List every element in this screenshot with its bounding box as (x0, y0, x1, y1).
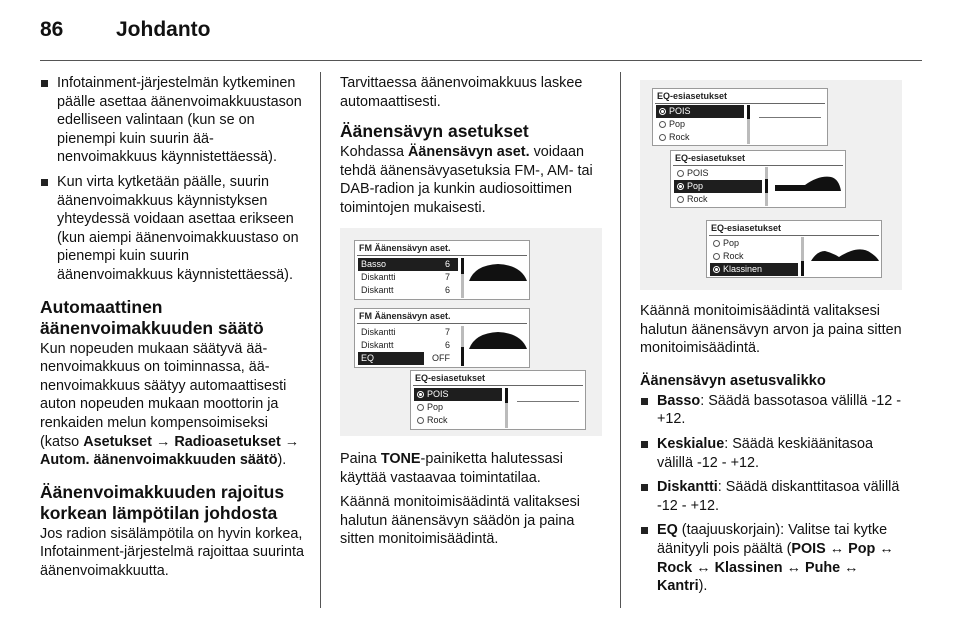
column-1 (40, 74, 306, 586)
section-title: Johdanto (116, 18, 211, 41)
auto-volume-paragraph: Kun nopeuden mukaan säätyvä äänenvoimakkuus on toiminnassa, äänenvoimakkuus säätyy automaattisesti auton nopeuden mukaan moottorin ja renkaiden melun kompensoimiseksi (katso Asetukset → Radioasetukset → Autom. äänenvoimakkuuden säätö). (40, 340, 300, 469)
turn-knob-paragraph: Käännä monitoimisäädintä valitaksesi halutun äänensävyn säädön ja paina sitten monitoimisäädintä. (340, 494, 580, 548)
column-3 (640, 302, 910, 602)
radio-icon (417, 404, 424, 411)
tone-settings-figure (340, 228, 602, 436)
page-header (40, 18, 211, 48)
eq-flat-line (517, 401, 579, 402)
eq-curve-graphic (811, 243, 879, 265)
screen-title: EQ-esiasetukset (711, 223, 782, 233)
column-2-lower (340, 450, 606, 555)
menu-row: Diskantt 6 (361, 340, 450, 350)
eq-presets-figure (640, 80, 902, 290)
menu-row-selected: POIS (656, 105, 744, 118)
radio-icon (417, 417, 424, 424)
temperature-limit-paragraph: Jos radion sisälämpötila on hyvin korkea, Infotainment-järjestelmä rajoittaa suurinta äänenvoimakkuutta. (40, 525, 304, 579)
menu-row-selected: Klassinen (710, 263, 798, 276)
turn-knob-value-paragraph: Käännä monitoimisäädintä valitaksesi halutun äänensävyn arvon ja paina sitten monitoimisäädintä. (640, 303, 902, 357)
eq-presets-screen (410, 370, 586, 430)
menu-row: Rock (710, 250, 798, 263)
menu-row: Rock (414, 414, 502, 427)
menu-row: Pop (414, 401, 502, 414)
heading-tone-settings: Äänensävyn asetukset (340, 121, 529, 142)
eq-screen-2 (670, 150, 846, 208)
auto-lower-paragraph: Tarvittaessa äänenvoimakkuus laskee automaattisesti. (340, 75, 583, 110)
bullet-item: Keskialue: Säädä keskiäänitasoa välillä -12 - +12. (640, 435, 910, 472)
menu-row: Pop (656, 118, 744, 131)
bullet-item: Infotainment-järjestelmän kytkeminen päälle asettaa äänenvoimakkuustason edelliseen valintaan (kun se on pienempi kuin suurin äänenvoimakkuus käynnistettäessä). (40, 74, 306, 167)
column-divider-2 (620, 72, 621, 608)
menu-row: Diskantti 7 (361, 327, 450, 337)
screen-title: FM Äänensävyn aset. (359, 311, 451, 321)
eq-screen-3 (706, 220, 882, 278)
menu-row-selected: POIS (414, 388, 502, 401)
menu-row: Rock (674, 193, 762, 206)
bullet-item: Diskantti: Säädä diskanttitasoa välillä -12 - +12. (640, 478, 910, 515)
page-number: 86 (40, 18, 64, 41)
menu-row-selected: Basso 6 (358, 258, 458, 271)
eq-screen-1 (652, 88, 828, 146)
screen-title: EQ-esiasetukset (675, 153, 746, 163)
heading-auto-volume: Automaattinen äänenvoimakkuuden säätö (40, 296, 264, 338)
heading-temperature-limit: Äänenvoimakkuuden rajoitus korkean lämpötilan johdosta (40, 481, 285, 523)
menu-row: Pop (710, 237, 798, 250)
menu-row: Diskantt 6 (361, 285, 450, 295)
menu-row: Diskantti 7 (361, 272, 450, 282)
tone-settings-paragraph: Kohdassa Äänensävyn aset. voidaan tehdä äänensävyasetuksia FM-, AM- tai DAB-radion ja kunkin audiosoittimen toimintojen mukaisesti. (340, 144, 593, 216)
column-divider-1 (320, 72, 321, 608)
screen-title: EQ-esiasetukset (415, 373, 486, 383)
fm-tone-screen-2 (354, 308, 530, 368)
menu-row-selected: Pop (674, 180, 762, 193)
eq-curve-graphic (469, 329, 527, 351)
screen-title: EQ-esiasetukset (657, 91, 728, 101)
header-rule (40, 60, 922, 61)
menu-row: Rock (656, 131, 744, 144)
tone-button-paragraph: Paina TONE-painiketta halutessasi käyttää vastaavaa toimintatilaa. (340, 451, 563, 486)
eq-flat-line (759, 117, 821, 118)
menu-row: POIS (674, 167, 762, 180)
column-2 (340, 74, 606, 224)
menu-row-selected: EQ OFF (358, 352, 458, 365)
bullet-item: EQ (taajuuskorjain): Valitse tai kytke äänityyli pois päältä (POIS ↔ Pop ↔ Rock ↔ Klassinen ↔ Puhe ↔ Kantri). (640, 521, 910, 595)
heading-tone-menu: Äänensävyn asetusvalikko (640, 372, 826, 389)
eq-curve-graphic (775, 173, 841, 193)
eq-curve-graphic (469, 261, 527, 283)
screen-title: FM Äänensävyn aset. (359, 243, 451, 253)
radio-icon (417, 391, 424, 398)
bullet-item: Basso: Säädä bassotasoa välillä -12 - +12. (640, 392, 910, 429)
fm-tone-screen-1 (354, 240, 530, 300)
bullet-item: Kun virta kytketään päälle, suurin äänenvoimakkuus käynnistyksen yhteydessä voidaan asettaa erikseen (kun aiempi äänenvoimakkuustaso on pienempi kuin suurin äänenvoimakkuus käynnistettäessä). (40, 173, 306, 285)
